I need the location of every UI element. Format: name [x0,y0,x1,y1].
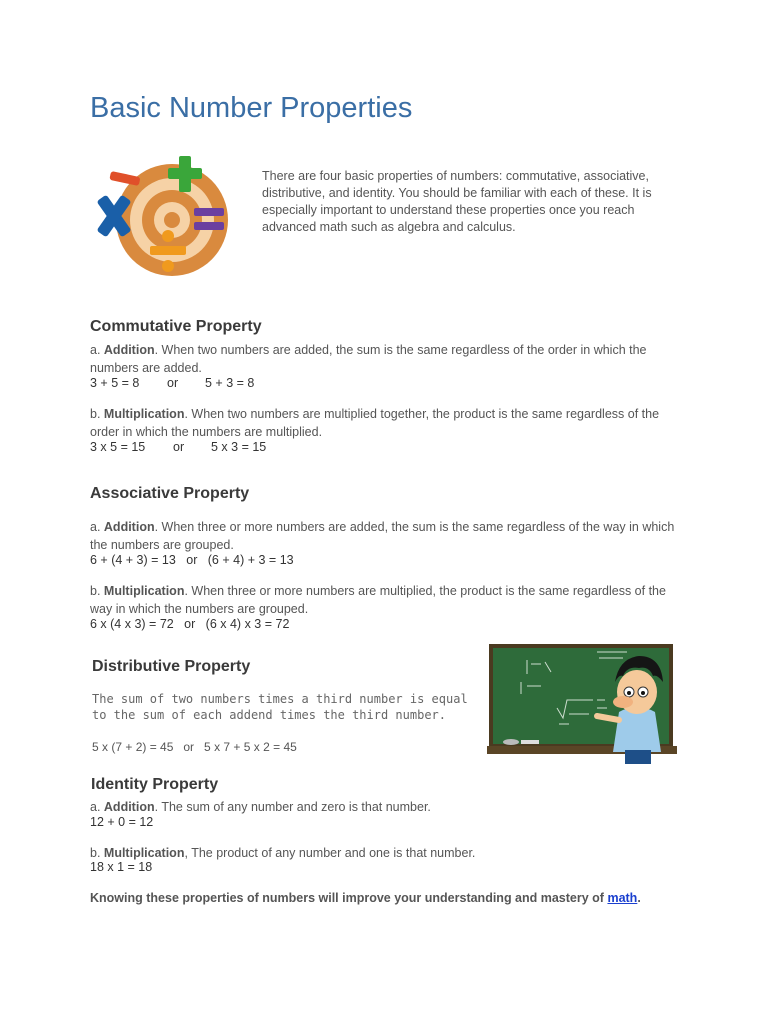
term-addition: Addition [103,520,155,534]
conclusion-text: Knowing these properties of numbers will improve your understanding and mastery of [90,891,608,905]
commutative-multiplication [90,405,690,441]
equation: 18 x 1 = 18 [90,860,153,874]
term-multiplication: Multiplication [103,584,185,598]
equation: 5 x 3 = 15 [211,440,267,454]
identity-addition [90,798,690,816]
conclusion [90,889,730,907]
item-prefix: a. [90,520,104,534]
or-text: or [167,376,179,390]
or-text: or [173,440,185,454]
item-text: , The product of any number and one is that number. [184,846,476,860]
commutative-addition [90,341,690,377]
item-text: . When three or more numbers are added, the sum is the same regardless of the way in which the numbers are grouped. [90,520,675,552]
math-symbols-icon [90,152,235,282]
identity-heading: Identity Property [91,776,219,793]
equation: 5 x (7 + 2) = 45 or 5 x 7 + 5 x 2 = 45 [92,740,297,754]
item-text: . When three or more numbers are multiplied, the product is the same regardless of the way in which the numbers are grouped. [90,584,666,616]
associative-addition [90,518,690,554]
distributive-line-1: The sum of two numbers times a third number is equal [92,692,468,706]
associative-multiplication [90,582,690,618]
item-text: . When two numbers are multiplied together, the product is the same regardless of the order in which the numbers are multiplied. [90,407,660,439]
term-addition: Addition [103,343,155,357]
distributive-heading: Distributive Property [92,658,251,675]
item-prefix: b. [90,846,104,860]
item-prefix: b. [90,584,104,598]
term-multiplication: Multiplication [103,407,185,421]
math-link[interactable]: math [607,891,638,905]
intro-paragraph: There are four basic properties of numbers: commutative, associative, distributive, and identity. You should be familiar with each of these. It is especially important to understand these properties once you reach advanced math such as algebra and calculus. [262,169,652,234]
equation: 3 + 5 = 8 [90,376,140,390]
item-prefix: a. [90,343,104,357]
term-addition: Addition [103,800,155,814]
equation: 6 x (4 x 3) = 72 or (6 x 4) x 3 = 72 [90,617,290,631]
conclusion-end: . [637,891,641,905]
equation: 5 + 3 = 8 [205,376,255,390]
item-prefix: a. [90,800,104,814]
equation: 12 + 0 = 12 [90,815,154,829]
teacher-chalkboard-icon [487,642,677,764]
item-text: . The sum of any number and zero is that number. [154,800,431,814]
equation: 6 + (4 + 3) = 13 or (6 + 4) + 3 = 13 [90,553,294,567]
identity-multiplication [90,844,690,862]
distributive-line-2: to the sum of each addend times the third number. [92,708,447,722]
item-prefix: b. [90,407,104,421]
associative-heading: Associative Property [90,485,250,502]
equation: 3 x 5 = 15 [90,440,146,454]
commutative-heading: Commutative Property [90,318,262,335]
term-multiplication: Multiplication [103,846,185,860]
page-title: Basic Number Properties [90,92,413,124]
item-text: . When two numbers are added, the sum is the same regardless of the order in which the numbers are added. [90,343,647,375]
